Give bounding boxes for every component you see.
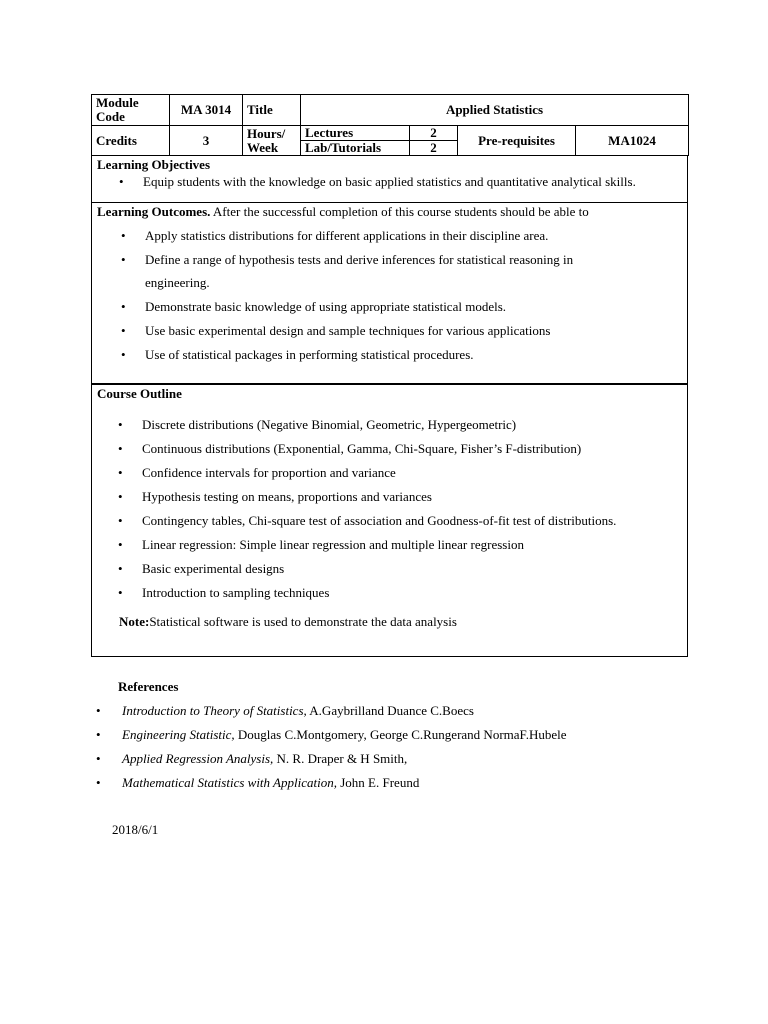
bullet-icon: •: [118, 465, 123, 480]
title-label: Title: [243, 95, 301, 126]
bullet-icon: •: [96, 751, 101, 766]
bullet-icon: •: [121, 323, 126, 338]
outcomes-intro: After the successful completion of this course students should be able to: [210, 204, 589, 219]
bullet-icon: •: [118, 489, 123, 504]
bullet-icon: •: [119, 174, 124, 189]
credits-label: Credits: [92, 126, 170, 156]
reference-authors: Douglas C.Montgomery, George C.Rungerand NormaF.Hubele: [234, 727, 567, 742]
lectures-value: 2: [410, 126, 458, 141]
bullet-icon: •: [118, 513, 123, 528]
bullet-icon: •: [96, 727, 101, 742]
list-item-text: Hypothesis testing on means, proportions and variances: [142, 489, 432, 504]
course-outline-section: [91, 383, 688, 657]
outline-note: [119, 614, 457, 630]
note-text: Statistical software is used to demonstrate the data analysis: [149, 614, 457, 629]
bullet-icon: •: [121, 299, 126, 314]
bullet-icon: •: [118, 417, 123, 432]
reference-authors: A.Gaybrilland Duance C.Boecs: [306, 703, 474, 718]
course-title: Applied Statistics: [301, 95, 689, 126]
list-item-text: Demonstrate basic knowledge of using appropriate statistical models.: [145, 299, 507, 314]
module-code: MA 3014: [170, 95, 243, 126]
list-item-text: Confidence intervals for proportion and variance: [142, 465, 396, 480]
document-date: 2018/6/1: [112, 822, 159, 837]
reference-title: Engineering Statistic,: [122, 727, 235, 742]
lectures-label: Lectures: [301, 126, 410, 141]
list-item-text: Use of statistical packages in performing statistical procedures.: [145, 347, 474, 362]
outcomes-title: Learning Outcomes.: [97, 204, 211, 219]
bullet-icon: •: [118, 585, 123, 600]
bullet-icon: •: [121, 252, 126, 267]
list-item-text: Basic experimental designs: [142, 561, 285, 576]
lab-label: Lab/Tutorials: [301, 141, 410, 156]
hours-label: Hours/ Week: [243, 126, 301, 156]
list-item-text: Apply statistics distributions for different applications in their discipline area.: [145, 228, 549, 243]
note-label: Note:: [119, 614, 150, 629]
reference-title: Mathematical Statistics with Application,: [122, 775, 337, 790]
learning-outcomes-section: [91, 202, 688, 385]
bullet-icon: •: [118, 441, 123, 456]
outline-title: Course Outline: [97, 386, 182, 401]
outcomes-heading: [97, 204, 589, 220]
module-header-table: [91, 94, 689, 156]
list-item-text: Introduction to sampling techniques: [142, 585, 330, 600]
list-item-text: Continuous distributions (Exponential, Gamma, Chi-Square, Fisher’s F-distribution): [142, 441, 582, 456]
bullet-icon: •: [121, 228, 126, 243]
bullet-icon: •: [118, 537, 123, 552]
reference-title: Applied Regression Analysis,: [122, 751, 274, 766]
list-item-text: Use basic experimental design and sample techniques for various applications: [145, 323, 551, 338]
objectives-title: Learning Objectives: [97, 157, 211, 172]
list-item-text: Define a range of hypothesis tests and derive inferences for statistical reasoning in: [145, 252, 574, 267]
list-item-text: Equip students with the knowledge on basic applied statistics and quantitative analytical skills.: [143, 174, 636, 189]
bullet-icon: •: [121, 347, 126, 362]
bullet-icon: •: [118, 561, 123, 576]
reference-title: Introduction to Theory of Statistics,: [122, 703, 307, 718]
reference-authors: John E. Freund: [336, 775, 420, 790]
list-item-text: Linear regression: Simple linear regression and multiple linear regression: [142, 537, 524, 552]
list-item-text: Discrete distributions (Negative Binomial, Geometric, Hypergeometric): [142, 417, 517, 432]
module-code-label: Module Code: [92, 95, 170, 126]
learning-objectives-section: [91, 156, 688, 203]
references-title: References: [118, 679, 179, 694]
bullet-icon: •: [96, 775, 101, 790]
list-item-text: engineering.: [145, 275, 210, 290]
bullet-icon: •: [96, 703, 101, 718]
reference-authors: N. R. Draper & H Smith,: [273, 751, 408, 766]
lab-value: 2: [410, 141, 458, 156]
prereq-value: MA1024: [576, 126, 689, 156]
prereq-label: Pre-requisites: [458, 126, 576, 156]
list-item-text: Contingency tables, Chi-square test of association and Goodness-of-fit test of distributions.: [142, 513, 617, 528]
credits-value: 3: [170, 126, 243, 156]
